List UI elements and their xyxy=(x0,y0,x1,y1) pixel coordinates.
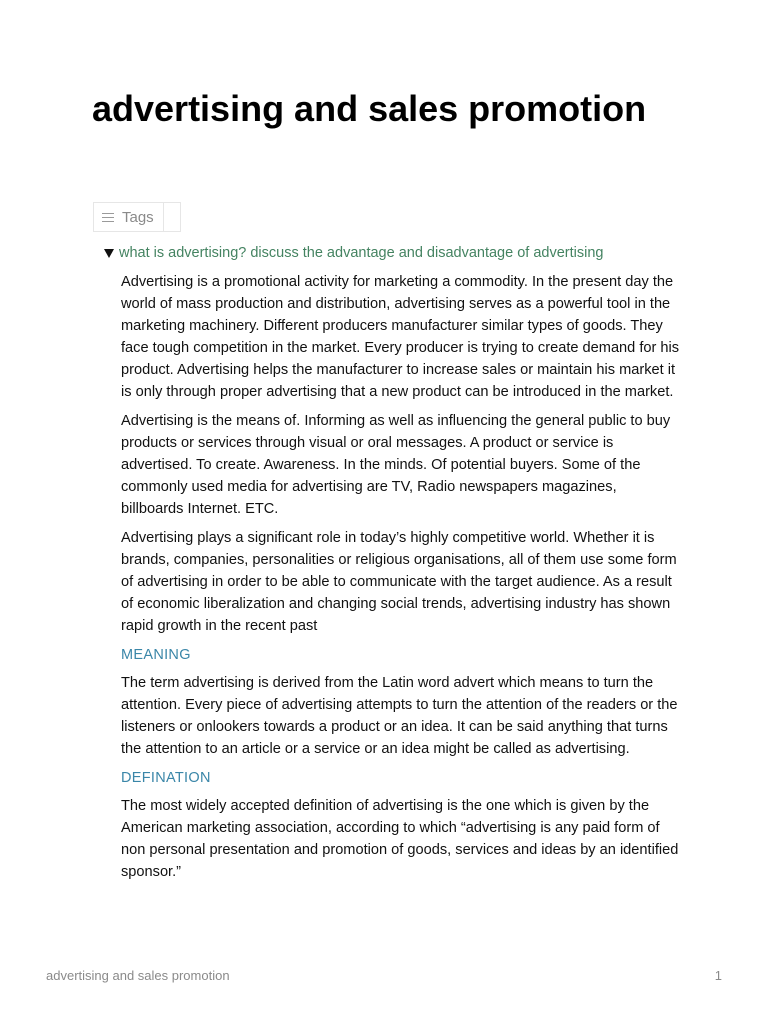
definition-heading: DEFINATION xyxy=(121,770,211,786)
paragraph: Advertising plays a significant role in today’s highly competitive world. Whether it is brands, companies, personalities or religious organisations, all of them use some form of advertising in order to be able to communicate with the target audience. As a result of economic liberalization and changing social trends, advertising industry has shown rapid growth in the recent past xyxy=(121,530,677,634)
definition-paragraph: The most widely accepted definition of advertising is the one which is given by the American marketing association, according to which “advertising is any paid form of non personal presentation and promotion of goods, services and ideas by an identified sponsor.” xyxy=(121,798,679,880)
list-icon xyxy=(102,212,114,222)
footer-title: advertising and sales promotion xyxy=(46,968,230,983)
toggle-content xyxy=(121,271,681,890)
toggle-question: what is advertising? discuss the advantage and disadvantage of advertising xyxy=(119,245,604,261)
page-number: 1 xyxy=(714,968,722,983)
meaning-heading: MEANING xyxy=(121,647,191,663)
toggle-header[interactable] xyxy=(104,243,684,263)
meaning-paragraph: The term advertising is derived from the Latin word advert which means to turn the attention. Every piece of advertising attempts to turn the attention of the readers or the listeners or onlookers towards a product or an idea. It can be said anything that turns the attention to an article or a service or an idea might be called as advertising. xyxy=(121,675,678,757)
tags-label-cell xyxy=(94,203,163,231)
tags-value-cell[interactable] xyxy=(163,203,180,231)
paragraph: Advertising is the means of. Informing as well as influencing the general public to buy products or services through visual or oral messages. A product or service is advertised. To create. Awareness. In the minds. Of potential buyers. Some of the commonly used media for advertising are TV, Radio newspapers magazines, billboards Internet. ETC. xyxy=(121,413,671,517)
tags-label: Tags xyxy=(122,208,154,226)
tags-property[interactable] xyxy=(93,202,181,232)
paragraph: Advertising is a promotional activity for marketing a commodity. In the present day the world of mass production and distribution, advertising serves as a powerful tool in the marketing machinery. Different producers manufacturer similar types of goods. They face tough competition in the market. Every producer is trying to create demand for his product. Advertising helps the manufacturer to increase sales or maintain his market it is only through proper advertising that a new product can be introduced in the market. xyxy=(121,274,680,400)
toggle-arrow-icon[interactable] xyxy=(104,249,114,258)
page-title: advertising and sales promotion xyxy=(92,88,647,129)
